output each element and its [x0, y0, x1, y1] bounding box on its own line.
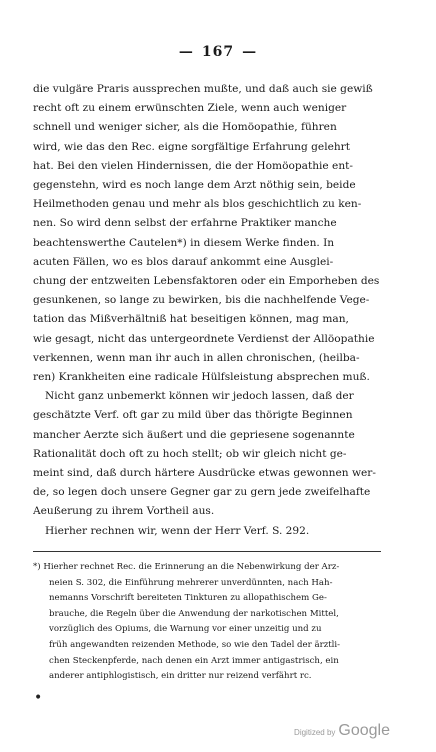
- body-line: meint sind, daß durch härtere Ausdrücke etwas gewonnen wer-: [33, 467, 376, 480]
- body-line: mancher Aerzte sich äußert und die gepriesene sogenannte: [33, 428, 355, 441]
- body-line: recht oft zu einem erwünschten Ziele, wenn auch weniger: [33, 102, 347, 115]
- body-line: Rationalität doch oft zu hoch stellt; ob wir gleich nicht ge-: [33, 447, 347, 460]
- footnote: [33, 560, 381, 685]
- body-line: de, so legen doch unsere Gegner gar zu gern jede zweifelhafte: [33, 486, 371, 499]
- body-line: hat. Bei den vielen Hindernissen, die der Homöopathie ent-: [33, 159, 353, 172]
- body-line: die vulgäre Praris aussprechen mußte, und daß auch sie gewiß: [33, 83, 373, 95]
- digitized-watermark: [294, 722, 390, 740]
- body-line: verkennen, wenn man ihr auch in allen chronischen, (heilba-: [33, 351, 360, 364]
- footnote-line: vorzüglich des Opiums, die Warnung vor einer unzeitig und zu: [49, 624, 322, 635]
- body-line: Heilmethoden genau und mehr als blos geschichtlich zu ken-: [33, 198, 362, 211]
- footnote-line: brauche, die Regeln über die Anwendung der narkotischen Mittel,: [49, 608, 339, 619]
- page-number: — 167 —: [178, 44, 258, 60]
- body-line: gesunkenen, so lange zu bewirken, bis die nachhelfende Vege-: [33, 294, 370, 307]
- body-line: acuten Fällen, wo es blos darauf ankommt eine Ausglei-: [33, 255, 334, 268]
- ink-mark: •: [34, 690, 43, 706]
- body-line: Aeußerung zu ihrem Vortheil aus.: [33, 505, 215, 518]
- body-line: ren) Krankheiten eine radicale Hülfsleistung absprechen muß.: [33, 371, 370, 384]
- footnote-line: chen Steckenpferde, nach denen ein Arzt immer antigastrisch, ein: [49, 655, 339, 666]
- watermark-logo: Google: [338, 722, 390, 739]
- footnote-line: nemanns Vorschrift bereiteten Tinkturen zu allopathischem Ge-: [49, 593, 327, 604]
- body-line: Hierher rechnen wir, wenn der Herr Verf. S. 292.: [45, 524, 310, 537]
- footnote-line: früh angewandten reizenden Methode, so wie den Tadel der ärztli-: [49, 639, 341, 650]
- footnote-separator: [33, 551, 381, 552]
- page-number-value: 167: [201, 44, 235, 60]
- body-line: tation das Mißverhältniß hat beseitigen können, mag man,: [33, 313, 349, 326]
- body-line: chung der entzweiten Lebensfaktoren oder ein Emporheben des: [33, 275, 380, 288]
- watermark-prefix: Digitized by: [294, 728, 336, 737]
- body-line: geschätzte Verf. oft gar zu mild über das thörigte Beginnen: [33, 409, 353, 422]
- footnote-line: anderer antiphlogistisch, ein dritter nur reizend verfährt rc.: [49, 671, 312, 682]
- body-text: [33, 80, 381, 541]
- body-line: wird, wie das den Rec. eigne sorgfältige Erfahrung gelehrt: [33, 140, 351, 153]
- body-line: schnell und weniger sicher, als die Homöopathie, führen: [33, 121, 337, 134]
- body-line: Nicht ganz unbemerkt können wir jedoch lassen, daß der: [45, 390, 354, 403]
- body-line: wie gesagt, nicht das untergeordnete Verdienst der Allöopathie: [33, 332, 375, 345]
- body-line: beachtenswerthe Cautelen*) in diesem Werke finden. In: [33, 236, 335, 249]
- body-line: nen. So wird denn selbst der erfahrne Praktiker manche: [33, 217, 337, 230]
- footnote-line: neien S. 302, die Einführung mehrerer unverdünnten, nach Hah-: [49, 577, 333, 588]
- body-line: gegenstehn, wird es noch lange dem Arzt nöthig sein, beide: [33, 179, 356, 192]
- footnote-line: *) Hierher rechnet Rec. die Erinnerung an die Nebenwirkung der Arz-: [33, 562, 340, 572]
